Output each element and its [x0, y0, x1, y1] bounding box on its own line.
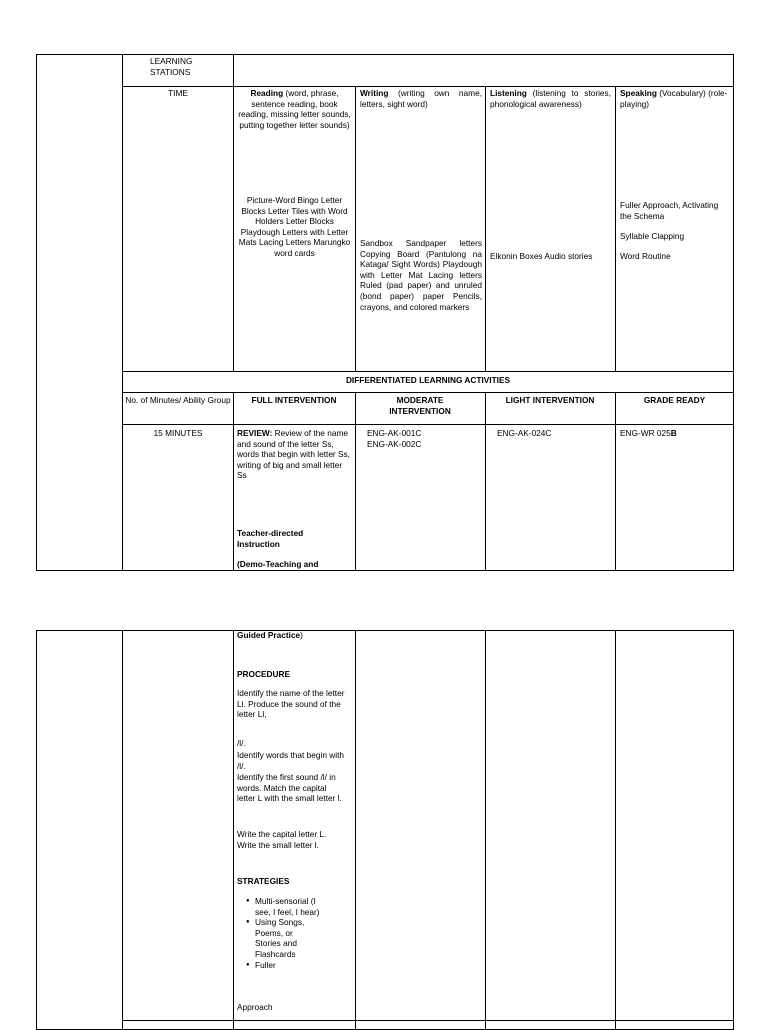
divider	[122, 630, 123, 1030]
writing-materials: Sandbox Sandpaper letters Copying Board (Pantulong na Kataga/ Sight Words) Playdough with Letter Mat Lacing letters Ruled (pad paper) and unruled (bond paper) paper Pencils, crayons, and colored markers	[360, 238, 482, 312]
light-intervention-header: LIGHT INTERVENTION	[505, 395, 595, 405]
reading-title: Reading	[250, 88, 284, 98]
divider	[485, 392, 486, 571]
row1-minutes: 15 MINUTES	[153, 428, 203, 438]
divider	[355, 392, 356, 571]
review-label: REVIEW:	[237, 428, 273, 438]
speaking-title: Speaking	[620, 88, 657, 98]
page2-table	[36, 630, 734, 1030]
guided-practice-close: )	[300, 630, 303, 640]
procedure-text: Identify words that begin with /l/.	[237, 750, 344, 771]
reading-cell	[236, 88, 353, 130]
minutes-header: No. of Minutes/ Ability Group	[125, 395, 231, 405]
divider	[355, 86, 356, 371]
divider	[615, 86, 616, 371]
listening-desc: (listening to stories, phonological awareness)	[490, 88, 611, 109]
row1-review	[237, 428, 350, 481]
light-code: ENG-AK-024C	[497, 428, 552, 438]
reading-materials: Picture-Word Bingo Letter Blocks Letter Tiles with Word Holders Letter Blocks Playdough Letters with Letter Mats Lacing Letters Marungko word cards	[238, 195, 351, 258]
speaking-material: Word Routine	[620, 251, 671, 261]
divider	[122, 86, 734, 87]
divider	[233, 630, 234, 1030]
divider	[122, 424, 734, 425]
divider	[485, 86, 486, 371]
approach-text: Approach	[237, 1002, 273, 1012]
strategies-list	[243, 896, 353, 970]
speaking-cell	[620, 88, 732, 109]
time-label: TIME	[168, 88, 188, 98]
dla-header: DIFFERENTIATED LEARNING ACTIVITIES	[345, 375, 511, 385]
demo-teaching: (Demo-Teaching and	[237, 559, 319, 569]
grade-ready-code	[620, 428, 720, 439]
strategies-title: STRATEGIES	[237, 876, 290, 886]
procedure-text: Identify the first sound /l/ in words. Match the capital letter L with the small letter l.	[237, 772, 342, 804]
divider	[615, 630, 616, 1030]
procedure-text: Identify the name of the letter Ll. Produce the sound of the letter Ll,	[237, 688, 345, 720]
guided-practice	[237, 630, 352, 641]
page1-table	[36, 54, 734, 571]
listening-cell	[490, 88, 611, 109]
divider	[122, 392, 734, 393]
moderate-code: ENG-AK-002C	[367, 439, 422, 449]
review-text: Review of the name and sound of the letter Ss, words that begin with letter Ss, writing of big and small letter Ss	[237, 428, 350, 481]
listening-title: Listening	[490, 88, 527, 98]
divider	[122, 54, 123, 571]
strategy-item: ● Using Songs, Poems, or Stories and Flashcards	[243, 917, 353, 959]
divider	[122, 1020, 734, 1021]
reading-desc: (word, phrase, sentence reading, book reading, missing letter sounds, putting together letter sounds)	[238, 88, 351, 130]
procedure-text: /l/.	[237, 738, 246, 748]
strategy-item: ● Fuller	[243, 960, 353, 971]
divider	[485, 630, 486, 1030]
procedure-title: PROCEDURE	[237, 669, 291, 679]
divider	[615, 392, 616, 571]
listening-materials: Elkonin Boxes Audio stories	[490, 251, 593, 261]
grade-ready-header: GRADE READY	[643, 395, 706, 405]
speaking-material: Fuller Approach, Activating the Schema	[620, 200, 719, 221]
procedure-text: Write the small letter l.	[237, 840, 319, 850]
divider	[122, 371, 734, 372]
grade-ready-suffix: B	[670, 428, 677, 438]
moderate-intervention-header: MODERATE INTERVENTION	[389, 395, 451, 416]
grade-ready-prefix: ENG-WR 025	[620, 428, 671, 438]
procedure-text: Write the capital letter L.	[237, 829, 327, 839]
divider	[355, 630, 356, 1030]
divider	[233, 54, 234, 371]
learning-stations-label: LEARNING STATIONS	[150, 56, 193, 77]
guided-practice-label: Guided Practice	[237, 630, 301, 640]
writing-cell	[360, 88, 482, 109]
moderate-code: ENG-AK-001C	[367, 428, 422, 438]
full-intervention-header: FULL INTERVENTION	[251, 395, 337, 405]
speaking-desc: (Vocabulary) (role-playing)	[620, 88, 728, 109]
speaking-material: Syllable Clapping	[620, 231, 685, 241]
divider	[233, 392, 234, 571]
writing-title: Writing	[360, 88, 389, 98]
strategy-item: ● Multi-sensorial (I see, I feel, I hear)	[243, 896, 353, 917]
writing-desc: (writing own name, letters, sight word)	[360, 88, 482, 109]
teacher-directed: Teacher-directed Instruction	[237, 528, 304, 549]
